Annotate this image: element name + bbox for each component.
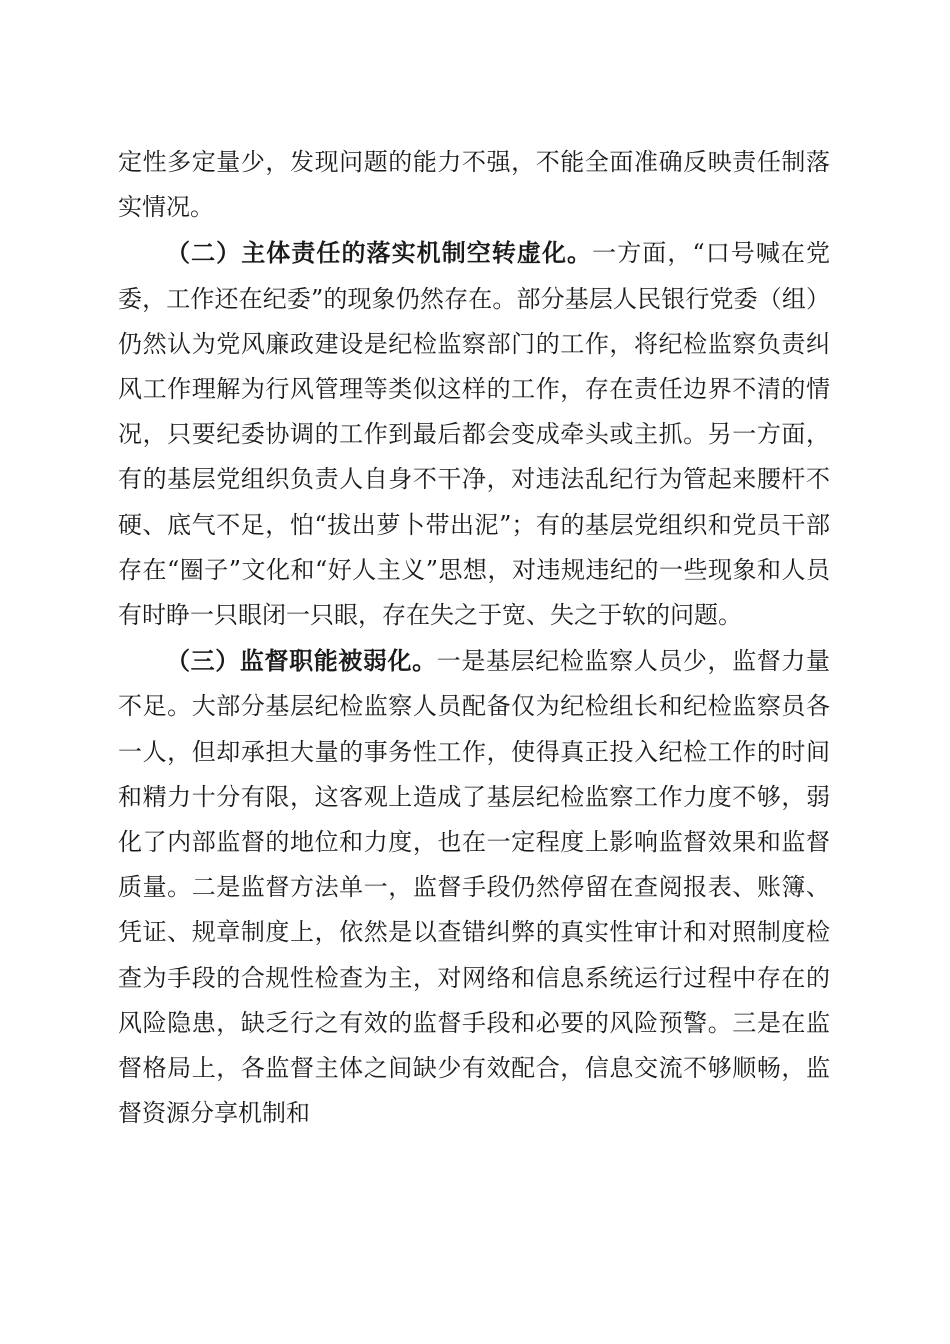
section-heading-three: （三）监督职能被弱化。 xyxy=(166,646,437,676)
document-body xyxy=(118,140,830,1136)
paragraph-continuation xyxy=(118,140,830,230)
paragraph-section-three xyxy=(118,638,830,1136)
paragraph-section-two xyxy=(118,230,830,638)
section-heading-two: （二）主体责任的落实机制空转虚化。 xyxy=(166,238,593,268)
paragraph-text: 一方面，“口号喊在党委，工作还在纪委”的现象仍然存在。部分基层人民银行党委（组）仍然认为党风廉政建设是纪检监察部门的工作，将纪检监察负责纠风工作理解为行风管理等类似这样的工作，存在责任边界不清的情况，只要纪委协调的工作到最后都会变成牵头或主抓。另一方面，有的基层党组织负责人自身不干净，对违法乱纪行为管起来腰杆不硬、底气不足，怕“拔出萝卜带出泥”；有的基层党组织和党员干部存在“圈子”文化和“好人主义”思想，对违规违纪的一些现象和人员有时睁一只眼闭一只眼，存在失之于宽、失之于软的问题。 xyxy=(118,239,830,630)
paragraph-text: 一是基层纪检监察人员少，监督力量不足。大部分基层纪检监察人员配备仅为纪检组长和纪检监察员各一人，但却承担大量的事务性工作，使得真正投入纪检工作的时间和精力十分有限，这客观上造成了基层纪检监察工作力度不够，弱化了内部监督的地位和力度，也在一定程度上影响监督效果和监督质量。二是监督方法单一，监督手段仍然停留在查阅报表、账簿、凭证、规章制度上，依然是以查错纠弊的真实性审计和对照制度检查为手段的合规性检查为主，对网络和信息系统运行过程中存在的风险隐患，缺乏行之有效的监督手段和必要的风险预警。三是在监督格局上，各监督主体之间缺少有效配合，信息交流不够顺畅，监督资源分享机制和 xyxy=(118,647,831,1128)
paragraph-text: 定性多定量少，发现问题的能力不强，不能全面准确反映责任制落实情况。 xyxy=(118,148,830,222)
